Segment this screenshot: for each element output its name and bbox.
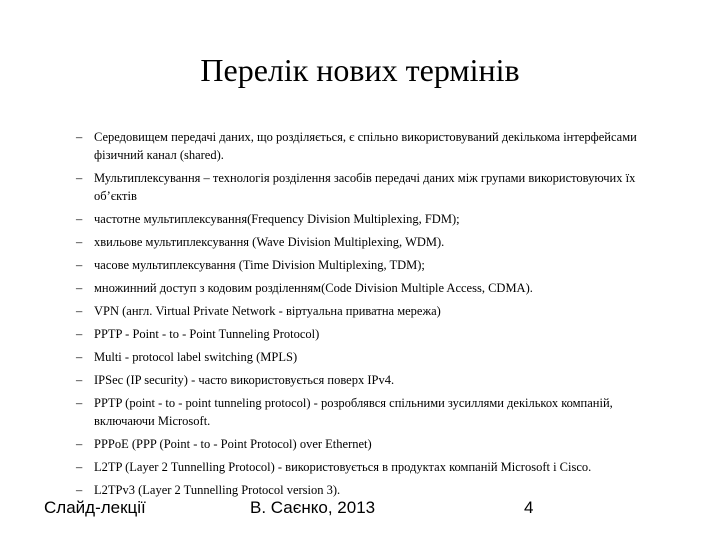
- bullet-dash-marker: –: [76, 130, 83, 144]
- bullet-text: VPN (англ. Virtual Private Network - віртуальна приватна мережа): [94, 304, 441, 318]
- footer-author-year: В. Саєнко, 2013: [250, 498, 376, 517]
- bullet-text: Multi - protocol label switching (MPLS): [94, 350, 298, 364]
- bullet-dash-marker: –: [76, 304, 83, 318]
- bullet-item: [70, 233, 670, 251]
- bullet-item: [70, 325, 670, 343]
- bullet-dash-marker: –: [76, 212, 83, 226]
- bullet-item: [70, 371, 670, 389]
- bullet-dash-marker: –: [76, 281, 83, 295]
- bullet-item: [70, 256, 670, 274]
- bullet-text: L2TP (Layer 2 Tunnelling Protocol) - використовується в продуктах компаній Microsoft і Cisco.: [94, 460, 592, 474]
- bullet-text: часове мультиплексування (Time Division Multiplexing, TDM);: [94, 258, 425, 272]
- bullet-text: PPPoE (PPP (Point - to - Point Protocol) over Ethernet): [94, 437, 372, 451]
- bullet-dash-marker: –: [76, 483, 83, 497]
- bullet-text: Середовищем передачі даних, що розділяється, є спільно використовуваний декількома інтерфейсами фізичний канал (shared).: [94, 130, 637, 162]
- bullet-item: [70, 348, 670, 366]
- bullet-dash-marker: –: [76, 437, 83, 451]
- bullet-text: Мультиплексування – технологія розділення засобів передачі даних між групами використовуючих їх об’єктів: [94, 171, 636, 203]
- bullet-text: частотне мультиплексування(Frequency Division Multiplexing, FDM);: [94, 212, 460, 226]
- bullet-text: IPSec (IP security) - часто використовується поверх IPv4.: [94, 373, 395, 387]
- bullet-dash-marker: –: [76, 460, 83, 474]
- bullet-item: [70, 435, 670, 453]
- bullet-dash-marker: –: [76, 327, 83, 341]
- bullet-item: [70, 394, 670, 430]
- bullet-item: [70, 210, 670, 228]
- slide-title: Перелік нових термінів: [200, 52, 520, 88]
- bullet-dash-marker: –: [76, 350, 83, 364]
- bullet-dash-marker: –: [76, 396, 83, 410]
- bullet-item: [70, 169, 670, 205]
- bullet-item: [70, 458, 670, 476]
- bullet-text: хвильове мультиплексування (Wave Division Multiplexing, WDM).: [94, 235, 445, 249]
- bullet-item: [70, 302, 670, 320]
- bullet-dash-marker: –: [76, 258, 83, 272]
- bullet-item: [70, 128, 670, 164]
- bullet-text: PPTP - Point - to - Point Tunneling Protocol): [94, 327, 320, 341]
- bullet-dash-marker: –: [76, 235, 83, 249]
- bullet-dash-marker: –: [76, 373, 83, 387]
- footer-course-label: Слайд-лекції: [44, 498, 146, 517]
- bullet-dash-marker: –: [76, 171, 83, 185]
- bullet-text: множинний доступ з кодовим розділенням(Code Division Multiple Access, CDMA).: [94, 281, 533, 295]
- bullet-text: PPTP (point - to - point tunneling protocol) - розроблявся спільними зусиллями декількох компаній, включаючи Microsoft.: [94, 396, 613, 428]
- bullet-text: L2TPv3 (Layer 2 Tunnelling Protocol version 3).: [94, 483, 341, 497]
- bullet-list: [70, 128, 670, 504]
- footer-page-number: 4: [524, 498, 534, 517]
- bullet-item: [70, 279, 670, 297]
